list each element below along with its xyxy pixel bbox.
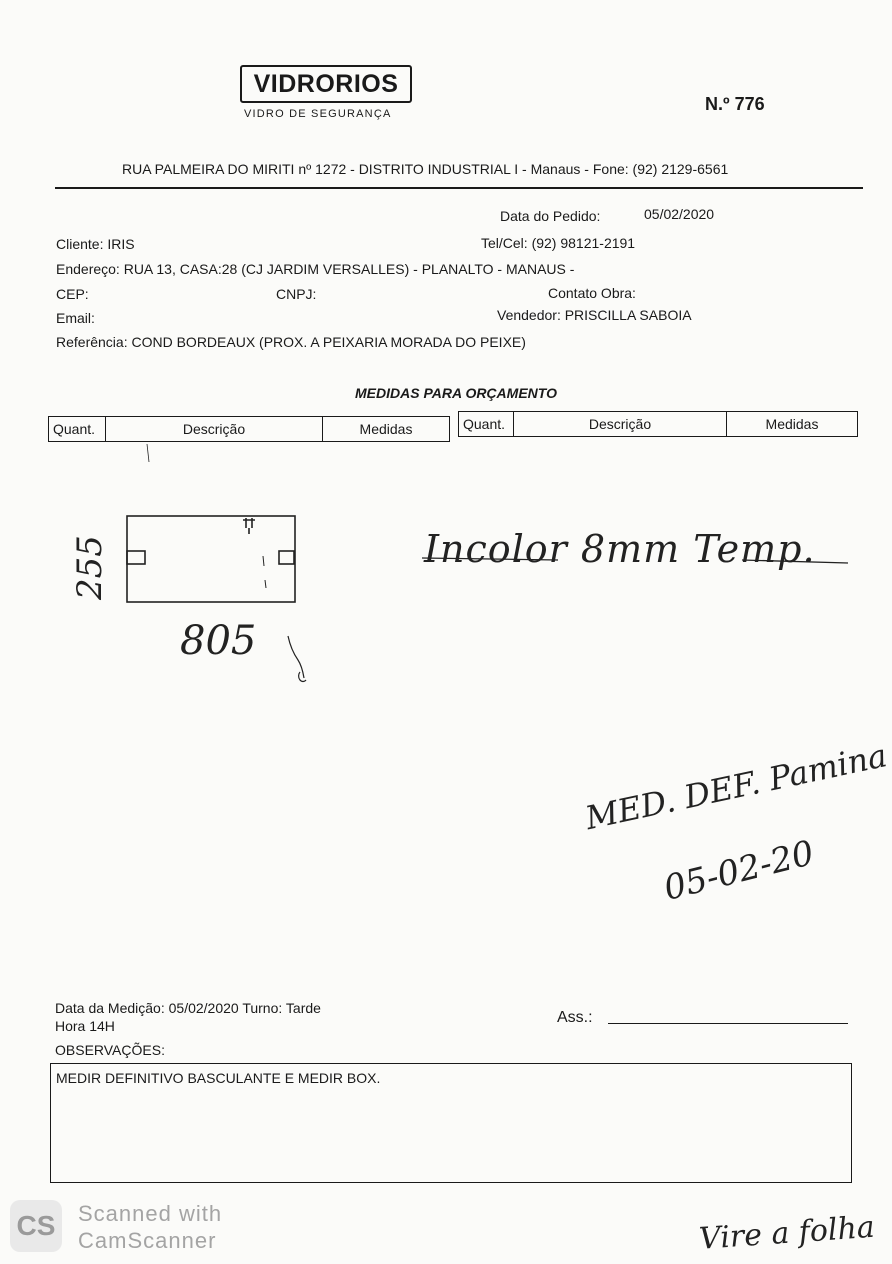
measurement-date: Data da Medição: 05/02/2020 Turno: Tarde <box>55 1000 321 1016</box>
address-field: Endereço: RUA 13, CASA:28 (CJ JARDIM VERSALLES) - PLANALTO - MANAUS - <box>56 261 575 277</box>
measures-table-right <box>458 411 858 437</box>
column-header-quant: Quant. <box>49 417 106 442</box>
column-header-measures: Medidas <box>727 412 858 437</box>
company-address: RUA PALMEIRA DO MIRITI nº 1272 - DISTRITO INDUSTRIAL I - Manaus - Fone: (92) 2129-6561 <box>122 161 729 177</box>
column-header-description: Descrição <box>514 412 727 437</box>
company-logo: VIDRORIOS <box>240 65 412 103</box>
handwritten-glass-note: Incolor 8mm Temp. <box>424 527 816 571</box>
watermark-line-2: CamScanner <box>78 1228 217 1253</box>
cep-field: CEP: <box>56 286 89 302</box>
observations-text: MEDIR DEFINITIVO BASCULANTE E MEDIR BOX. <box>56 1070 381 1086</box>
observations-label: OBSERVAÇÕES: <box>55 1042 165 1058</box>
order-date-value: 05/02/2020 <box>644 206 715 222</box>
camscanner-logo-icon: CS <box>10 1200 62 1252</box>
handwritten-height: 255 <box>70 535 110 600</box>
handwritten-measurement-note: MED. DEF. Pamina <box>582 736 891 838</box>
watermark-line-1: Scanned with <box>78 1201 223 1226</box>
camscanner-watermark <box>78 1200 222 1254</box>
contact-field: Contato Obra: <box>548 285 636 301</box>
email-field: Email: <box>56 310 95 326</box>
cnpj-field: CNPJ: <box>276 286 317 302</box>
measurement-hour: Hora 14H <box>55 1018 115 1034</box>
seller-field: Vendedor: PRISCILLA SABOIA <box>497 307 692 323</box>
column-header-quant: Quant. <box>459 412 514 437</box>
measures-table-left <box>48 416 450 442</box>
phone-field: Tel/Cel: (92) 98121-2191 <box>481 235 636 251</box>
handwritten-turn-page: Vire a folha <box>698 1209 876 1257</box>
column-header-measures: Medidas <box>323 417 450 442</box>
signature-line <box>608 1023 848 1024</box>
measures-title: MEDIDAS PARA ORÇAMENTO <box>355 385 557 401</box>
order-date-label: Data do Pedido: <box>500 208 601 224</box>
reference-field: Referência: COND BORDEAUX (PROX. A PEIXARIA MORADA DO PEIXE) <box>56 334 526 350</box>
signature-label: Ass.: <box>557 1009 593 1026</box>
handwritten-width: 805 <box>180 618 257 664</box>
header-divider <box>55 187 863 189</box>
handwritten-measurement-date: 05-02-20 <box>660 833 818 909</box>
logo-subtitle: VIDRO DE SEGURANÇA <box>244 108 392 120</box>
client-field: Cliente: IRIS <box>56 236 135 252</box>
order-number: N.º 776 <box>705 94 765 114</box>
column-header-description: Descrição <box>106 417 323 442</box>
